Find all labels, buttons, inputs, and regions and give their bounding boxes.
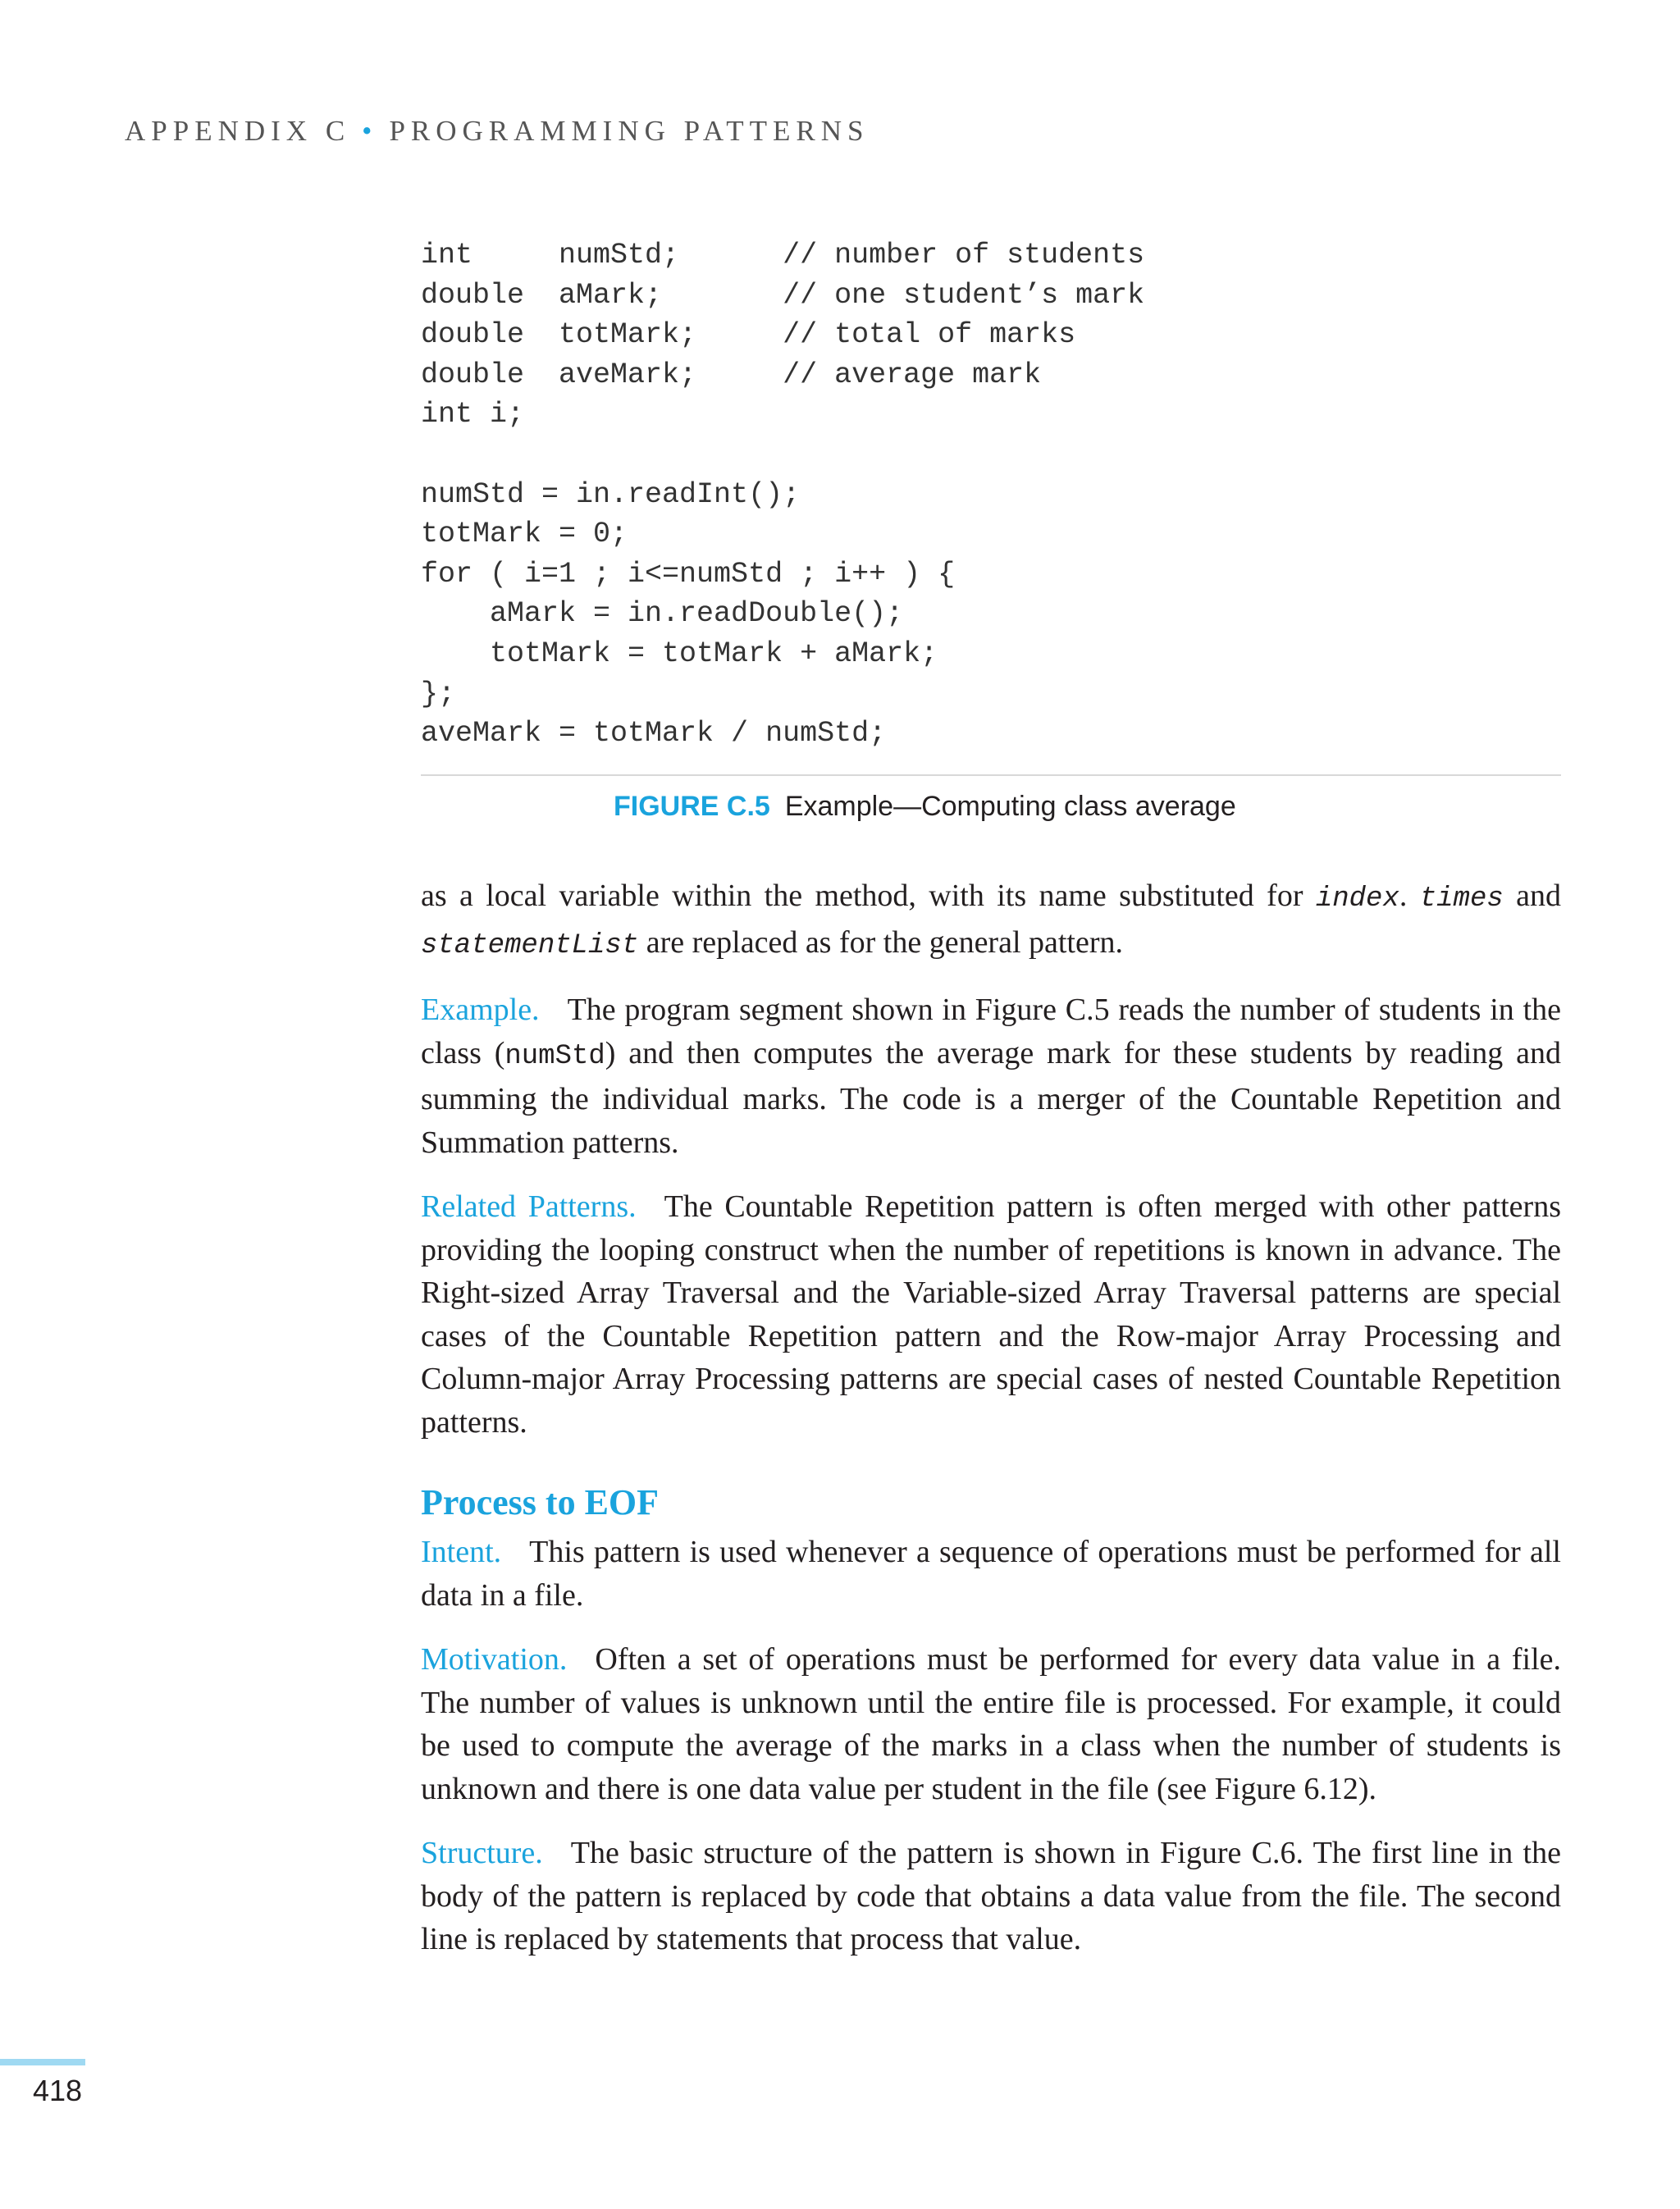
paragraph-head-related: Related Patterns. (421, 1189, 637, 1224)
running-head (125, 115, 870, 148)
text-run: are replaced as for the general pattern. (638, 924, 1124, 960)
text-run: The basic structure of the pattern is shown in Figure C.6. The first line in the body of the pattern is replaced by code that obtains a data value from the file. The second line is replaced by statements that process that value. (421, 1836, 1561, 1956)
code-line: double totMark; // total of marks (421, 318, 1076, 352)
paragraph-head-example: Example. (421, 993, 540, 1027)
inline-code-times: times (1419, 883, 1504, 915)
page-number: 418 (33, 2074, 83, 2107)
text-run: The Countable Repetition pattern is often merged with other patterns providing the looping construct when the number of repetitions is known in advance. The Right-sized Array Traversal and the Variable-sized Array Traversal patterns are special cases of the Countable Repetition pattern and the Row-major Array Processing and Column-major Array Processing patterns are special cases of nested Countable Repetition patterns. (421, 1189, 1561, 1440)
text-run: This pattern is used whenever a sequence of operations must be performed for all data in a file. (421, 1535, 1561, 1613)
body-text (421, 874, 1561, 1983)
code-line: double aveMark; // average mark (421, 358, 1042, 391)
paragraph-head-motivation: Motivation. (421, 1642, 568, 1677)
text-run: The program segment shown in Figure C.5 reads the number of students in the class ( (421, 993, 1561, 1070)
code-line: totMark = totMark + aMark; (421, 637, 938, 670)
paragraph-related-patterns (421, 1185, 1561, 1444)
paragraph-head-intent: Intent. (421, 1535, 502, 1569)
text-run: . (1399, 879, 1420, 913)
code-line: }; (421, 677, 456, 710)
paragraph-head-structure: Structure. (421, 1836, 543, 1870)
code-line: int i; (421, 398, 525, 431)
code-line: for ( i=1 ; i<=numStd ; i++ ) { (421, 557, 956, 591)
running-head-title: PROGRAMMING PATTERNS (389, 115, 870, 147)
code-listing (421, 235, 1144, 754)
code-line: int numStd; // number of students (421, 239, 1145, 272)
inline-code-numstd: numStd (504, 1040, 605, 1072)
inline-code-statementlist: statementList (421, 929, 639, 961)
text-run: as a local variable within the method, with its name substituted for (421, 879, 1316, 913)
code-line: totMark = 0; (421, 518, 628, 551)
figure-title: Example—Computing class average (784, 791, 1236, 822)
page-number-bar (0, 2059, 85, 2065)
paragraph-intent (421, 1531, 1561, 1617)
code-line: aveMark = totMark / numStd; (421, 717, 887, 751)
inline-code-index: index (1315, 883, 1399, 915)
figure-rule (421, 774, 1561, 776)
code-line: aMark = in.readDouble(); (421, 597, 904, 631)
paragraph-structure (421, 1832, 1561, 1961)
paragraph-motivation (421, 1638, 1561, 1810)
figure-caption (614, 791, 1236, 823)
paragraph-continuation (421, 874, 1561, 967)
code-line: double aMark; // one student’s mark (421, 278, 1145, 312)
running-head-separator: • (362, 115, 378, 147)
running-head-appendix: APPENDIX C (125, 115, 351, 147)
paragraph-example (421, 988, 1561, 1164)
section-heading: Process to EOF (421, 1482, 660, 1522)
text-run: ) and then computes the average mark for these students by reading and summing the individual marks. The code is a merger of the Countable Repetition and Summation patterns. (421, 1035, 1561, 1160)
text-run: Often a set of operations must be performed for every data value in a file. The number of values is unknown until the entire file is processed. For example, it could be used to compute the average of the marks in a class when the number of students is unknown and there is one data value per student in the file (see Figure 6.12). (421, 1642, 1561, 1806)
figure-label: FIGURE C.5 (614, 791, 770, 822)
text-run: and (1503, 879, 1562, 913)
code-line: numStd = in.readInt(); (421, 477, 801, 511)
